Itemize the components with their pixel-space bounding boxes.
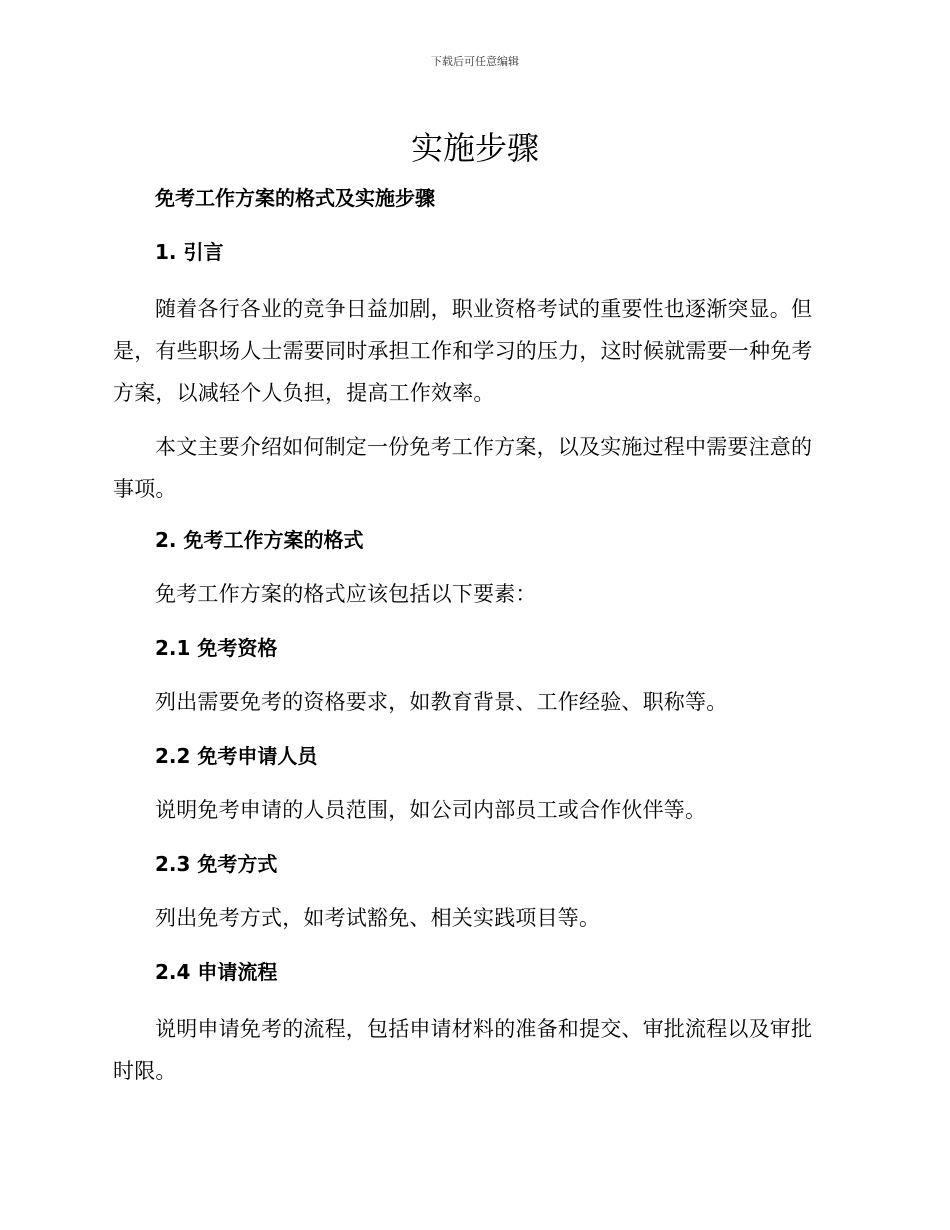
process-paragraph: 说明申请免考的流程，包括申请材料的准备和提交、审批流程以及审批时限。	[113, 1017, 813, 1083]
format-paragraph: 免考工作方案的格式应该包括以下要素：	[155, 582, 537, 606]
document-body	[113, 180, 831, 1104]
heading-1: 1. 引言	[155, 240, 224, 264]
document-title: 实施步骤	[410, 129, 539, 167]
heading-2-2: 2.2 免考申请人员	[155, 744, 318, 768]
method-paragraph: 列出免考方式，如考试豁免、相关实践项目等。	[155, 906, 601, 930]
heading-2-3: 2.3 免考方式	[155, 852, 278, 876]
heading-2: 2. 免考工作方案的格式	[155, 528, 364, 552]
heading-2-1: 2.1 免考资格	[155, 636, 278, 660]
intro-paragraph-1: 随着各行各业的竞争日益加剧，职业资格考试的重要性也逐渐突显。但是，有些职场人士需要同时承担工作和学习的压力，这时候就需要一种免考方案，以减轻个人负担，提高工作效率。	[113, 297, 813, 405]
intro-paragraph-2: 本文主要介绍如何制定一份免考工作方案，以及实施过程中需要注意的事项。	[113, 435, 813, 501]
applicants-paragraph: 说明免考申请的人员范围，如公司内部员工或合作伙伴等。	[155, 798, 707, 822]
heading-2-4: 2.4 申请流程	[155, 960, 278, 984]
page-header: 下载后可任意编辑	[431, 55, 519, 68]
subtitle: 免考工作方案的格式及实施步骤	[155, 186, 435, 210]
qualification-paragraph: 列出需要免考的资格要求，如教育背景、工作经验、职称等。	[155, 690, 728, 714]
